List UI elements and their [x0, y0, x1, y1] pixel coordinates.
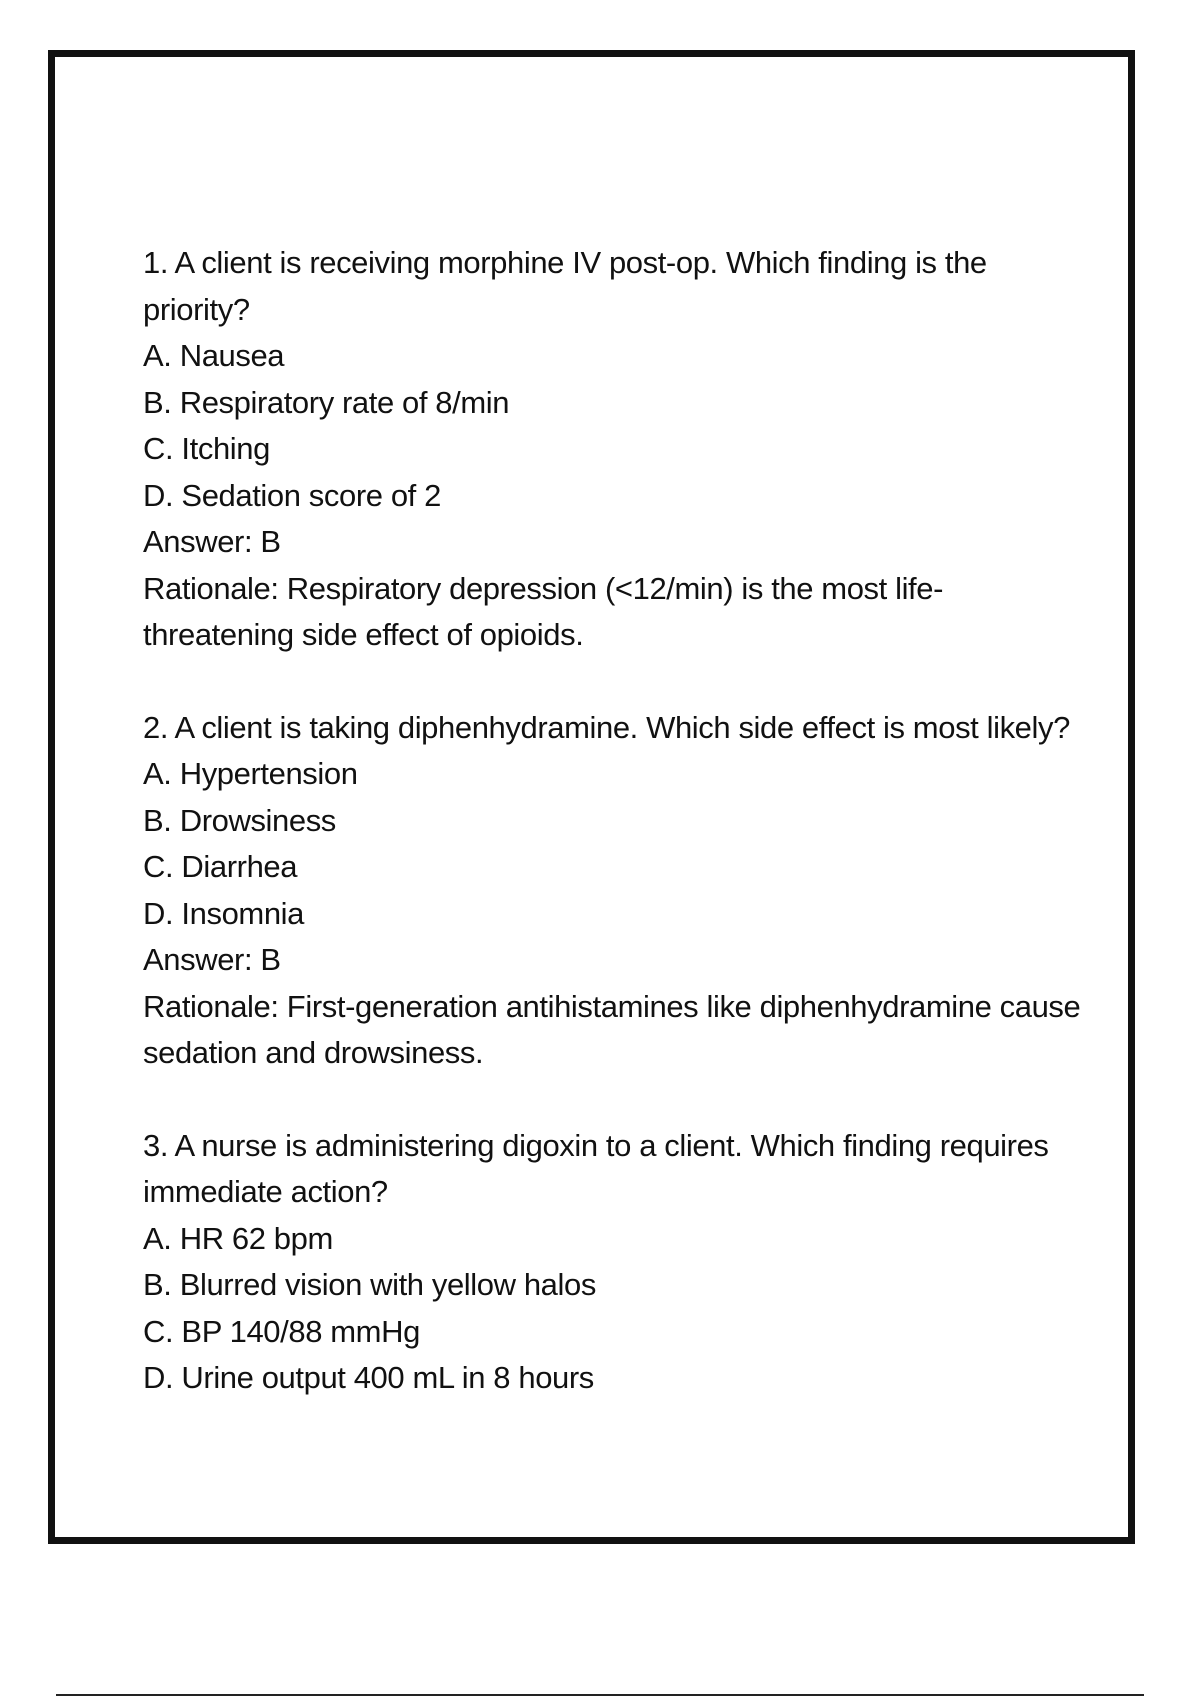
- bottom-divider: [56, 1694, 1144, 1696]
- question-stem: 1. A client is receiving morphine IV post-op. Which finding is the priority?: [143, 245, 987, 327]
- question-list: [143, 240, 1083, 1448]
- option-a: A. HR 62 bpm: [143, 1220, 333, 1256]
- question-1: [143, 240, 1083, 659]
- option-c: C. Diarrhea: [143, 849, 298, 884]
- question-stem: 3. A nurse is administering digoxin to a client. Which finding requires immediate action?: [143, 1127, 1049, 1209]
- question-2: [143, 705, 1083, 1077]
- answer: Answer: B: [143, 942, 281, 977]
- question-3: [143, 1123, 1083, 1402]
- rationale: Rationale: Respiratory depression (<12/min) is the most life-threatening side effect of opioids.: [143, 570, 944, 652]
- option-c: C. BP 140/88 mmHg: [143, 1313, 420, 1349]
- rationale: Rationale: First-generation antihistamines like diphenhydramine cause sedation and drowsiness.: [143, 988, 1081, 1070]
- option-b: B. Respiratory rate of 8/min: [143, 384, 510, 420]
- answer: Answer: B: [143, 524, 281, 559]
- option-d: D. Urine output 400 mL in 8 hours: [143, 1360, 594, 1395]
- option-c: C. Itching: [143, 431, 270, 466]
- option-d: D. Sedation score of 2: [143, 477, 441, 513]
- question-stem: 2. A client is taking diphenhydramine. Which side effect is most likely?: [143, 709, 1070, 745]
- option-a: A. Nausea: [143, 338, 285, 373]
- option-a: A. Hypertension: [143, 756, 358, 791]
- option-d: D. Insomnia: [143, 895, 304, 931]
- option-b: B. Drowsiness: [143, 802, 336, 838]
- option-b: B. Blurred vision with yellow halos: [143, 1267, 596, 1302]
